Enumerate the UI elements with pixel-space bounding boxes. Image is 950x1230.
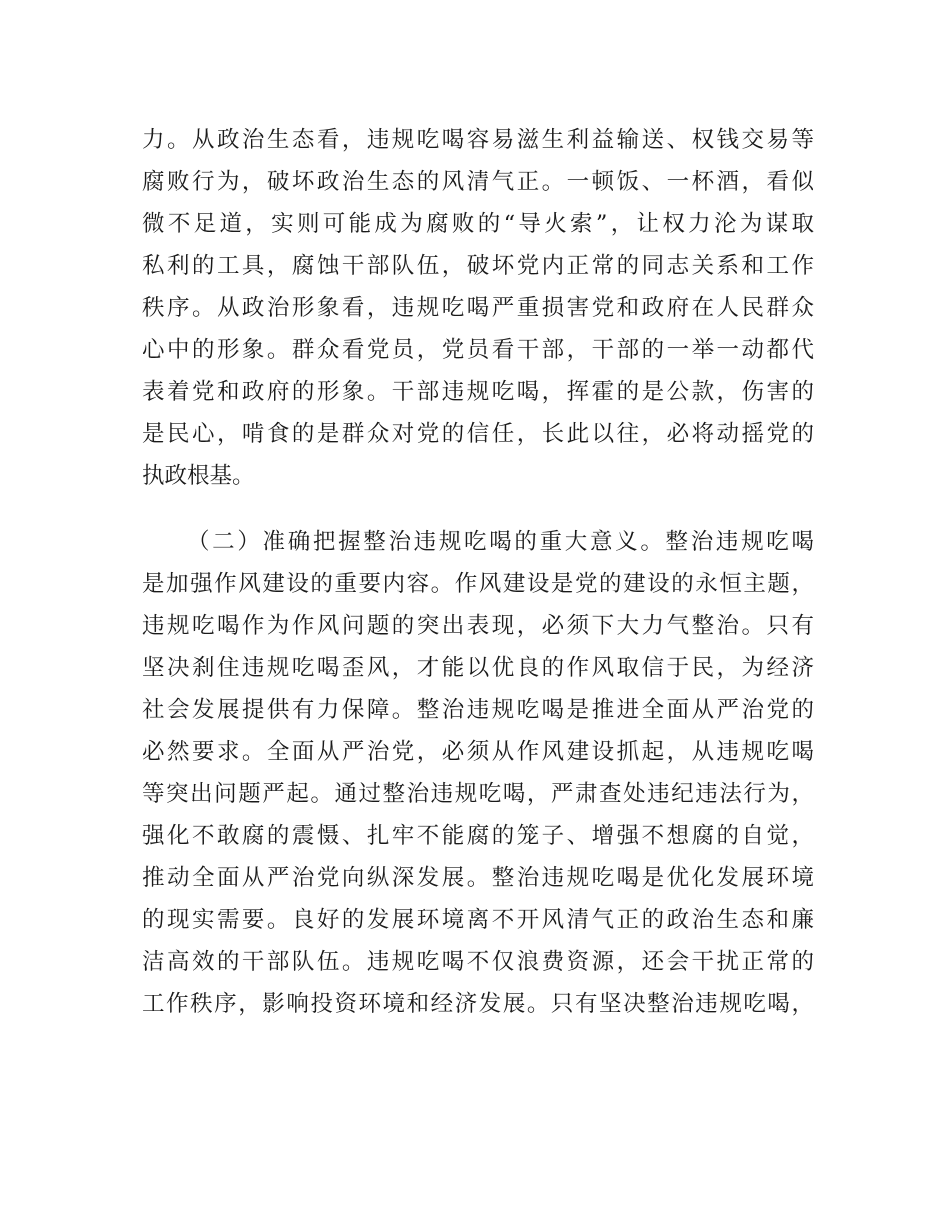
- text-line: 坚决刹住违规吃喝歪风，才能以优良的作风取信于民，为经济: [142, 655, 814, 681]
- text-line: 的现实需要。良好的发展环境离不开风清气正的政治生态和廉: [142, 907, 814, 933]
- text-line: 违规吃喝作为作风问题的突出表现，必须下大力气整治。只有: [142, 613, 814, 639]
- text-line: 执政根基。: [142, 463, 255, 489]
- text-line: 表着党和政府的形象。干部违规吃喝，挥霍的是公款，伤害的: [142, 379, 814, 405]
- text-line: 工作秩序，影响投资环境和经济发展。只有坚决整治违规吃喝，: [142, 991, 814, 1017]
- text-line: 强化不敢腐的震慑、扎牢不能腐的笼子、增强不想腐的自觉，: [142, 823, 814, 849]
- text-line: 社会发展提供有力保障。整治违规吃喝是推进全面从严治党的: [142, 697, 814, 723]
- text-line: 洁高效的干部队伍。违规吃喝不仅浪费资源，还会干扰正常的: [142, 949, 814, 975]
- text-line: 等突出问题严起。通过整治违规吃喝，严肃查处违纪违法行为，: [142, 781, 814, 807]
- text-line: 秩序。从政治形象看，违规吃喝严重损害党和政府在人民群众: [142, 295, 814, 321]
- text-line: 力。从政治生态看，违规吃喝容易滋生利益输送、权钱交易等: [142, 127, 814, 153]
- text-line: 腐败行为，破坏政治生态的风清气正。一顿饭、一杯酒，看似: [142, 169, 814, 195]
- text-line: 微不足道，实则可能成为腐败的“导火索”，让权力沦为谋取: [142, 211, 814, 237]
- text-line: 必然要求。全面从严治党，必须从作风建设抓起，从违规吃喝: [142, 739, 814, 765]
- text-line: 是加强作风建设的重要内容。作风建设是党的建设的永恒主题，: [142, 571, 814, 597]
- text-line: （二）准确把握整治违规吃喝的重大意义。整治违规吃喝: [187, 529, 814, 555]
- text-line: 私利的工具，腐蚀干部队伍，破坏党内正常的同志关系和工作: [142, 253, 814, 279]
- paragraph-2: [142, 521, 814, 1025]
- text-line: 心中的形象。群众看党员，党员看干部，干部的一举一动都代: [142, 337, 814, 363]
- text-line: 推动全面从严治党向纵深发展。整治违规吃喝是优化发展环境: [142, 865, 814, 891]
- paragraph-1: [142, 119, 814, 497]
- text-line: 是民心，啃食的是群众对党的信任，长此以往，必将动摇党的: [142, 421, 814, 447]
